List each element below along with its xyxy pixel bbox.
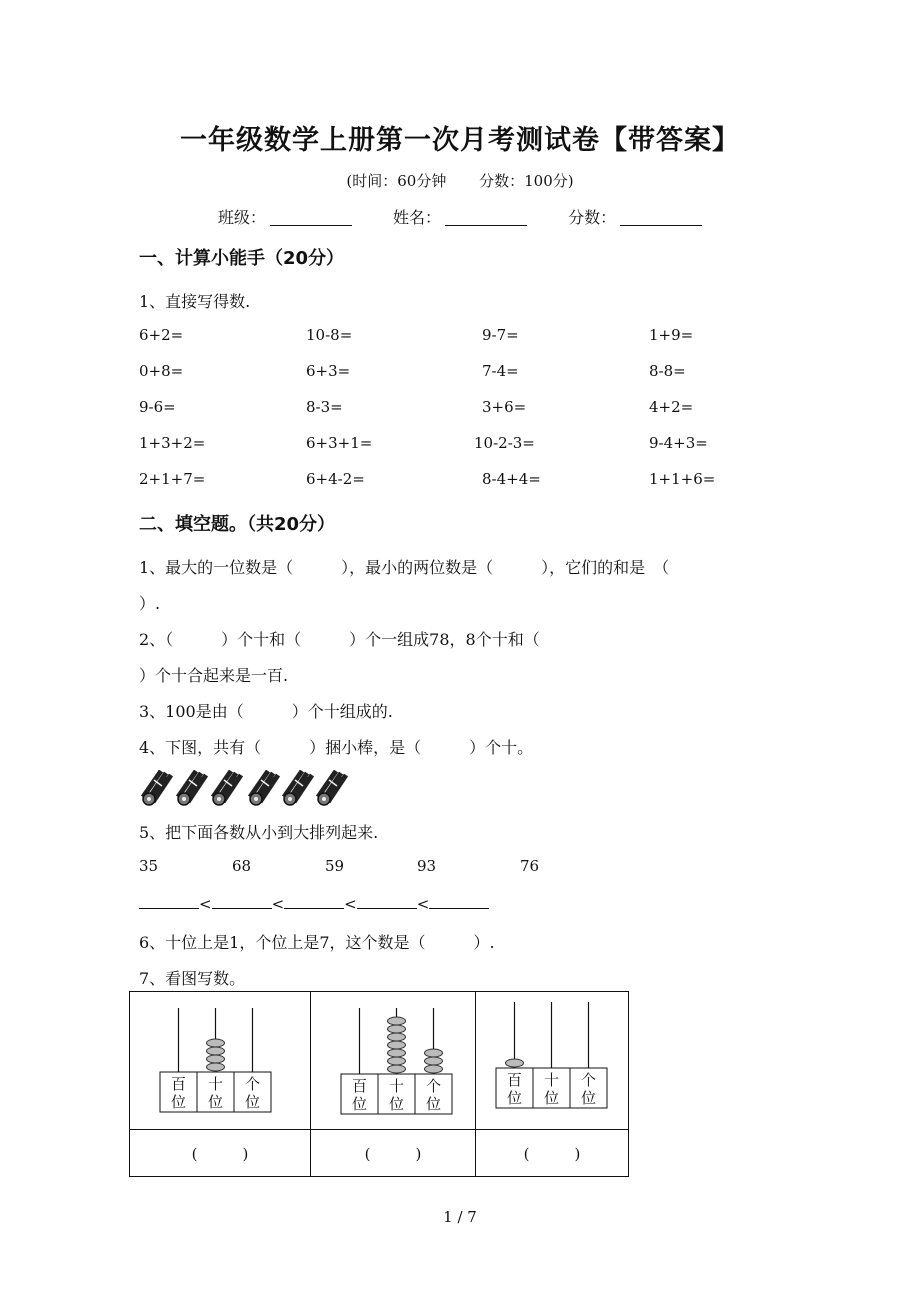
section2-q5: 5、把下面各数从小到大排列起来. xyxy=(139,823,379,842)
answer-blank: ( ) xyxy=(191,1144,249,1163)
stick-bundle-icon xyxy=(143,771,171,805)
name-field[interactable] xyxy=(393,205,527,228)
abacus-bead xyxy=(506,1059,524,1067)
answer-cell[interactable] xyxy=(311,1130,476,1177)
abacus-bead xyxy=(388,1065,406,1073)
order-blank[interactable] xyxy=(212,894,272,909)
place-label: 位 xyxy=(425,1095,442,1113)
section1-heading: 一、计算小能手（20分） xyxy=(139,248,345,269)
calc-item: 6+3+1= xyxy=(306,434,373,452)
time-text: (时间：60分钟 xyxy=(346,172,447,190)
calc-item: 8-8= xyxy=(649,362,686,380)
calc-item: 4+2= xyxy=(649,398,694,416)
less-than-sign: < xyxy=(344,895,357,913)
number-item: 76 xyxy=(520,857,540,875)
abacus-bead xyxy=(207,1055,225,1063)
place-label: 百 xyxy=(351,1077,368,1095)
page-title: 一年级数学上册第一次月考测试卷【带答案】 xyxy=(180,125,740,156)
section2-q1-line2: ）. xyxy=(139,594,161,613)
abacus-cell xyxy=(311,992,476,1130)
stick-bundle-icon xyxy=(213,771,241,805)
calc-item: 6+2= xyxy=(139,326,184,344)
abacus-bead xyxy=(425,1065,443,1073)
section2-heading: 二、填空题。（共20分） xyxy=(139,514,336,535)
order-blank[interactable] xyxy=(284,894,344,909)
class-line xyxy=(270,209,352,226)
abacus-diagram xyxy=(476,992,628,1125)
calc-item: 0+8= xyxy=(139,362,184,380)
place-label: 十 xyxy=(207,1075,224,1093)
section2-q6: 6、十位上是1，个位上是7，这个数是（ ）. xyxy=(139,933,495,952)
calc-item: 8-3= xyxy=(306,398,343,416)
section2-q1-line1: 1、最大的一位数是（ ），最小的两位数是（ ），它们的和是 （ xyxy=(139,558,670,577)
abacus-bead xyxy=(388,1017,406,1025)
abacus-bead xyxy=(388,1057,406,1065)
stick-bundle-icon xyxy=(250,771,278,805)
abacus-diagram xyxy=(311,992,475,1125)
place-label: 个 xyxy=(580,1071,597,1089)
place-label: 位 xyxy=(580,1089,597,1107)
abacus-bead xyxy=(425,1057,443,1065)
abacus-cell xyxy=(476,992,629,1130)
score-field[interactable] xyxy=(568,205,702,228)
abacus-bead xyxy=(207,1047,225,1055)
class-label: 班级： xyxy=(217,208,266,227)
place-label: 个 xyxy=(425,1077,442,1095)
place-label: 十 xyxy=(388,1077,405,1095)
order-blank[interactable] xyxy=(429,894,489,909)
section1-q1: 1、直接写得数. xyxy=(139,292,251,311)
name-line xyxy=(445,209,527,226)
calc-item: 3+6= xyxy=(482,398,527,416)
place-label: 位 xyxy=(543,1089,560,1107)
abacus-bead xyxy=(388,1025,406,1033)
stick-bundle-icon xyxy=(284,771,312,805)
answer-cell[interactable] xyxy=(130,1130,311,1177)
place-label: 位 xyxy=(388,1095,405,1113)
number-item: 35 xyxy=(139,857,159,875)
place-label: 十 xyxy=(543,1071,560,1089)
calc-item: 1+9= xyxy=(649,326,694,344)
calc-item: 6+4-2= xyxy=(306,470,365,488)
stick-bundle-icon xyxy=(318,771,346,805)
place-label: 百 xyxy=(170,1075,187,1093)
number-item: 68 xyxy=(232,857,252,875)
less-than-sign: < xyxy=(416,895,430,913)
number-item: 93 xyxy=(417,857,437,875)
name-label: 姓名： xyxy=(392,208,441,227)
calc-item: 9-4+3= xyxy=(649,434,708,452)
score-text: 分数：100分) xyxy=(479,172,574,190)
abacus-bead xyxy=(207,1039,225,1047)
order-blank[interactable] xyxy=(139,894,199,909)
calc-item: 10-8= xyxy=(306,326,353,344)
place-label: 位 xyxy=(170,1093,187,1111)
abacus-cell xyxy=(130,992,311,1130)
place-label: 位 xyxy=(506,1089,523,1107)
place-label: 百 xyxy=(506,1071,523,1089)
calc-item: 10-2-3= xyxy=(474,434,535,452)
stick-bundles-image xyxy=(140,770,360,810)
abacus-diagram xyxy=(130,992,310,1125)
student-info xyxy=(0,205,920,228)
section2-q3: 3、100是由（ ）个十组成的. xyxy=(139,702,393,721)
stick-bundle-icon xyxy=(178,771,206,805)
calc-item: 9-6= xyxy=(139,398,176,416)
class-field[interactable] xyxy=(218,205,352,228)
calc-item: 1+3+2= xyxy=(139,434,206,452)
place-label: 个 xyxy=(244,1075,261,1093)
section2-q7: 7、看图写数。 xyxy=(139,969,246,988)
section2-q4: 4、下图，共有（ ）捆小棒，是（ ）个十。 xyxy=(139,738,534,757)
score-line xyxy=(620,209,702,226)
calc-item: 8-4+4= xyxy=(482,470,541,488)
calc-item: 9-7= xyxy=(482,326,519,344)
abacus-bead xyxy=(388,1033,406,1041)
less-than-sign: < xyxy=(271,895,285,913)
place-label: 位 xyxy=(351,1095,368,1113)
order-blanks xyxy=(139,894,489,913)
score-label: 分数： xyxy=(568,208,617,227)
place-label: 位 xyxy=(207,1093,224,1111)
calc-item: 2+1+7= xyxy=(139,470,206,488)
calc-item: 6+3= xyxy=(306,362,351,380)
calc-item: 7-4= xyxy=(482,362,519,380)
section2-q2-line2: ）个十合起来是一百. xyxy=(139,666,289,685)
less-than-sign: < xyxy=(199,895,212,913)
abacus-bead xyxy=(425,1049,443,1057)
page-number: 1 / 7 xyxy=(443,1208,477,1226)
answer-blank: ( ) xyxy=(364,1144,422,1163)
number-item: 59 xyxy=(325,857,345,875)
abacus-bead xyxy=(388,1049,406,1057)
section2-q2-line1: 2、（ ）个十和（ ）个一组成78，8个十和（ xyxy=(139,630,540,649)
subtitle xyxy=(0,170,920,191)
order-blank[interactable] xyxy=(357,894,417,909)
abacus-bead xyxy=(207,1063,225,1071)
abacus-bead xyxy=(388,1041,406,1049)
answer-blank: ( ) xyxy=(523,1144,581,1163)
abacus-table xyxy=(129,991,629,1177)
calc-item: 1+1+6= xyxy=(649,470,716,488)
answer-cell[interactable] xyxy=(476,1130,629,1177)
place-label: 位 xyxy=(244,1093,261,1111)
